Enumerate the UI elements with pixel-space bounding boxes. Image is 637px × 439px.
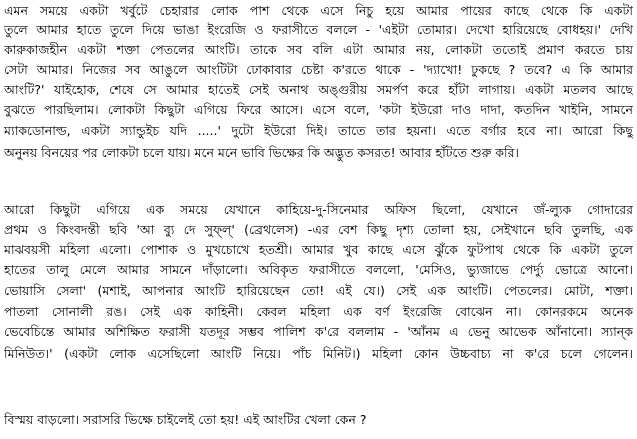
- paragraph-2-line-3: মাঝবয়সী মহিলা এলো। পোশাক ও মুখচোখে হতশ্রী। আমার খুব কাছে এসে ঝুঁকে ফুটপাথ থেকে কি একটা তুলে: [4, 242, 633, 257]
- paragraph-2-line-5: ভোয়াসি সেলা' (মশাই, আপনার আংটি হারিয়েছেন তো! এই যে।) সেই এক আংটি। পেতলের। মোটা, শক্তা।: [4, 283, 633, 298]
- paragraph-1-line-2: তুলে আমার হাতে তুলে দিয়ে ভাঙা ইংরেজি ও ফরাসীতে বললে - 'এইটা তোমার। দেখো হারিয়েছে বোধহয়।' দেখি: [4, 22, 633, 37]
- paragraph-1-line-8: অনুনয় বিনয়ের পর লোকটা চলে যায়। মনে মনে ভাবি ভিক্ষের কি অদ্ভুত কসরত! আবার হাঁটতে শুরু করি।: [4, 145, 519, 160]
- paragraph-2-line-7: ভেবেচিন্তে আমার অশিক্ষিত ফরাসী যতদূর সম্ভব পালিশ ক'রে বললাম - 'আঁনম এ ভেনু আভেক আঁনানো। স্যান্ক: [4, 324, 633, 339]
- paragraph-1-line-4: সেটা আমার। নিজের সব আঙুলে আংটিটা ঢোকাবার চেষ্টা ক'রতে থাকে - 'দ্যাখো! ঢুকছে ? তবে? এ কি আমার: [4, 62, 633, 77]
- paragraph-2-line-6: পাতলা সোনালী রঙ। সেই এক কাহিনী। কেবল মহিলা এক বর্ণ ইংরেজি বোঝেন না। কোনরকমে অনেক: [4, 304, 633, 319]
- paragraph-2-line-4: হাতের তালু মেলে আমার সামনে দাঁড়ালো। অবিকৃত ফরাসীতে বললো, 'মেসিও, ভ্যুজাভে পের্দ্যু ভোত্রে আনো।: [4, 262, 633, 277]
- paragraph-1-line-3: কারুকাজহীন একটা শক্তা পেতলের আংটি। তাকে সব বলি এটা আমার নয়, লোকটা ততোই প্রমাণ করতে চায়: [4, 42, 633, 57]
- paragraph-2-line-9: বিস্ময় বাড়লো। সরাসরি ভিক্ষে চাইলেই তো হয়! এই আংটির খেলা কেন ?: [4, 412, 367, 427]
- paragraph-2-line-8: মিনিউত।' (একটা লোক এসেছিলো আংটি নিয়ে। পাঁচ মিনিট।) মহিলা কোন উচ্চবাচ্য না ক'রে চলে গেলেন।: [4, 346, 633, 361]
- paragraph-1-line-7: ম্যাকডোনাল্ড, একটা স্যান্ডুইচ যদি .....' দুটো ইউরো দিই। তাতে তার হয়না। এতে বর্গার হবে না। আরো কিছু: [4, 123, 633, 138]
- paragraph-2-line-2: প্রথম ও কিংবদন্তী ছবি 'আ ব্যু দে সুফ্‌ল্‌' (ব্রেথলেস) -এর বেশ কিছু দৃশ্য তোলা হয়, সেইখানে ছবি তুলছি, এক: [4, 222, 633, 237]
- paragraph-2-line-1: আরো কিছুটা এগিয়ে এক সময়ে যেখানে কাহিয়ে-দু-সিনেমার অফিস ছিলো, যেখানে জঁ-ল্যুক গোদারের: [4, 202, 633, 217]
- paragraph-1-line-5: আংটি?' যাইহোক, শেষে সে আমার হাতেই সেই অনাথ অঙ্গুরীয় সমর্পণ করে হাঁটা লাগায়। একটা মতলব আছে: [4, 82, 633, 97]
- paragraph-1-line-1: এমন সময়ে একটা খর্বুটে চেহারার লোক পাশ থেকে এসে নিচু হয়ে আমার পায়ের কাছে থেকে কি একটা: [4, 3, 633, 18]
- paragraph-1-line-6: বুঝতে পারছিলাম। লোকটা কিছুটা এগিয়ে ফিরে আসে। এসে বলে, 'কটা ইউরো দাও দাদা, কতদিন খাইনি, সামনে: [4, 102, 633, 117]
